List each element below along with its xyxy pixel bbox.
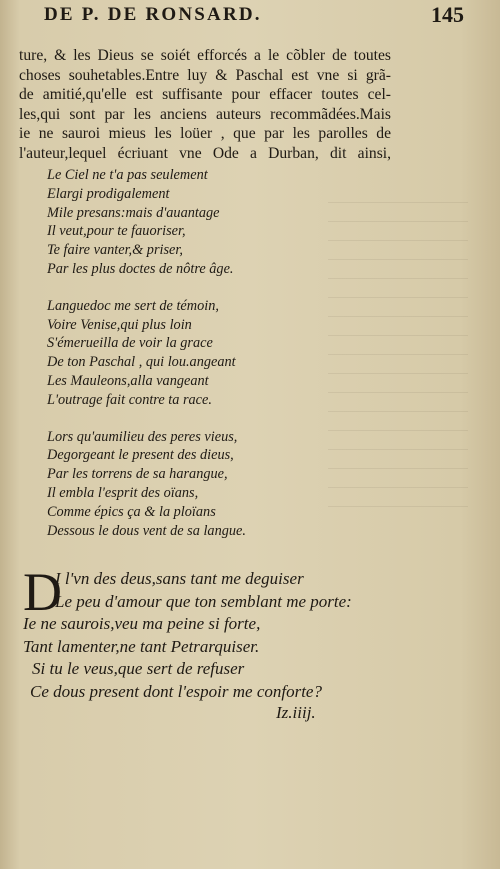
- verse-line: Il veut,pour te fauoriser,: [47, 223, 186, 240]
- sonnet: [23, 562, 383, 703]
- prose-line: ie ne sauroi mieus les loüer , que par les parolles de: [19, 125, 391, 143]
- sonnet-line: I l'vn des deus,sans tant me deguiser: [55, 569, 304, 588]
- stanza-1: [47, 166, 277, 279]
- verse-line: Lors qu'aumilieu des peres vieus,: [47, 428, 238, 445]
- verse-line: Par les plus doctes de nôtre âge.: [47, 260, 234, 277]
- verse-line: De ton Paschal , qui lou.angeant: [47, 354, 236, 371]
- verse-line: Te faire vanter,& priser,: [47, 242, 183, 259]
- verse-line: Par les torrens de sa harangue,: [47, 466, 228, 483]
- prose-line: les,qui sont par les anciens auteurs recommãdées.Mais: [19, 105, 391, 123]
- prose-line: choses souhetables.Entre luy & Paschal est vne si grã-: [19, 66, 391, 84]
- page-header: [44, 4, 464, 28]
- verse-line: Le Ciel ne t'a pas seulement: [47, 167, 208, 183]
- prose-line: de amitié,qu'elle est suffisante pour effacer toutes cel-: [19, 86, 391, 104]
- sonnet-line: Tant lamenter,ne tant Petrarquiser.: [23, 636, 260, 656]
- ode-quotation: [47, 166, 277, 558]
- verse-line: Mile presans:mais d'auantage: [47, 204, 220, 221]
- sonnet-line: Si tu le veus,que sert de refuser: [32, 659, 245, 678]
- sonnet-line: Ce dous present dont l'espoir me conforte?: [30, 681, 322, 701]
- prose-line: l'auteur,lequel écriuant vne Ode a Durban, dit ainsi,: [19, 144, 391, 162]
- verse-line: Il embla l'esprit des oïans,: [47, 484, 199, 501]
- stanza-2: [47, 297, 277, 410]
- verse-line: S'émerueilla de voir la grace: [47, 335, 213, 352]
- bleed-through-text: [328, 190, 468, 520]
- page-number: 145: [431, 2, 464, 27]
- drop-capital: D: [23, 562, 62, 622]
- prose-paragraph: [19, 46, 391, 164]
- signature-mark: Iz.iiij.: [276, 703, 316, 722]
- verse-line: Voire Venise,qui plus loin: [47, 316, 192, 333]
- verse-line: L'outrage fait contre ta race.: [47, 391, 212, 408]
- stanza-3: [47, 428, 277, 541]
- sonnet-line: Le peu d'amour que ton semblant me porte:: [55, 591, 352, 611]
- verse-line: Dessous le dous vent de sa langue.: [47, 522, 246, 539]
- sonnet-line: Ie ne saurois,veu ma peine si forte,: [23, 614, 261, 633]
- verse-line: Elargi prodigalement: [47, 185, 170, 202]
- prose-line: ture, & les Dieus se soiét efforcés a le cõbler de toutes: [19, 47, 391, 64]
- verse-line: Comme épics ça & la ploïans: [47, 503, 216, 520]
- verse-line: Languedoc me sert de témoin,: [47, 297, 219, 314]
- running-title: DE P. DE RONSARD.: [44, 4, 262, 25]
- verse-line: Degorgeant le present des dieus,: [47, 447, 234, 464]
- verse-line: Les Mauleons,alla vangeant: [47, 372, 209, 389]
